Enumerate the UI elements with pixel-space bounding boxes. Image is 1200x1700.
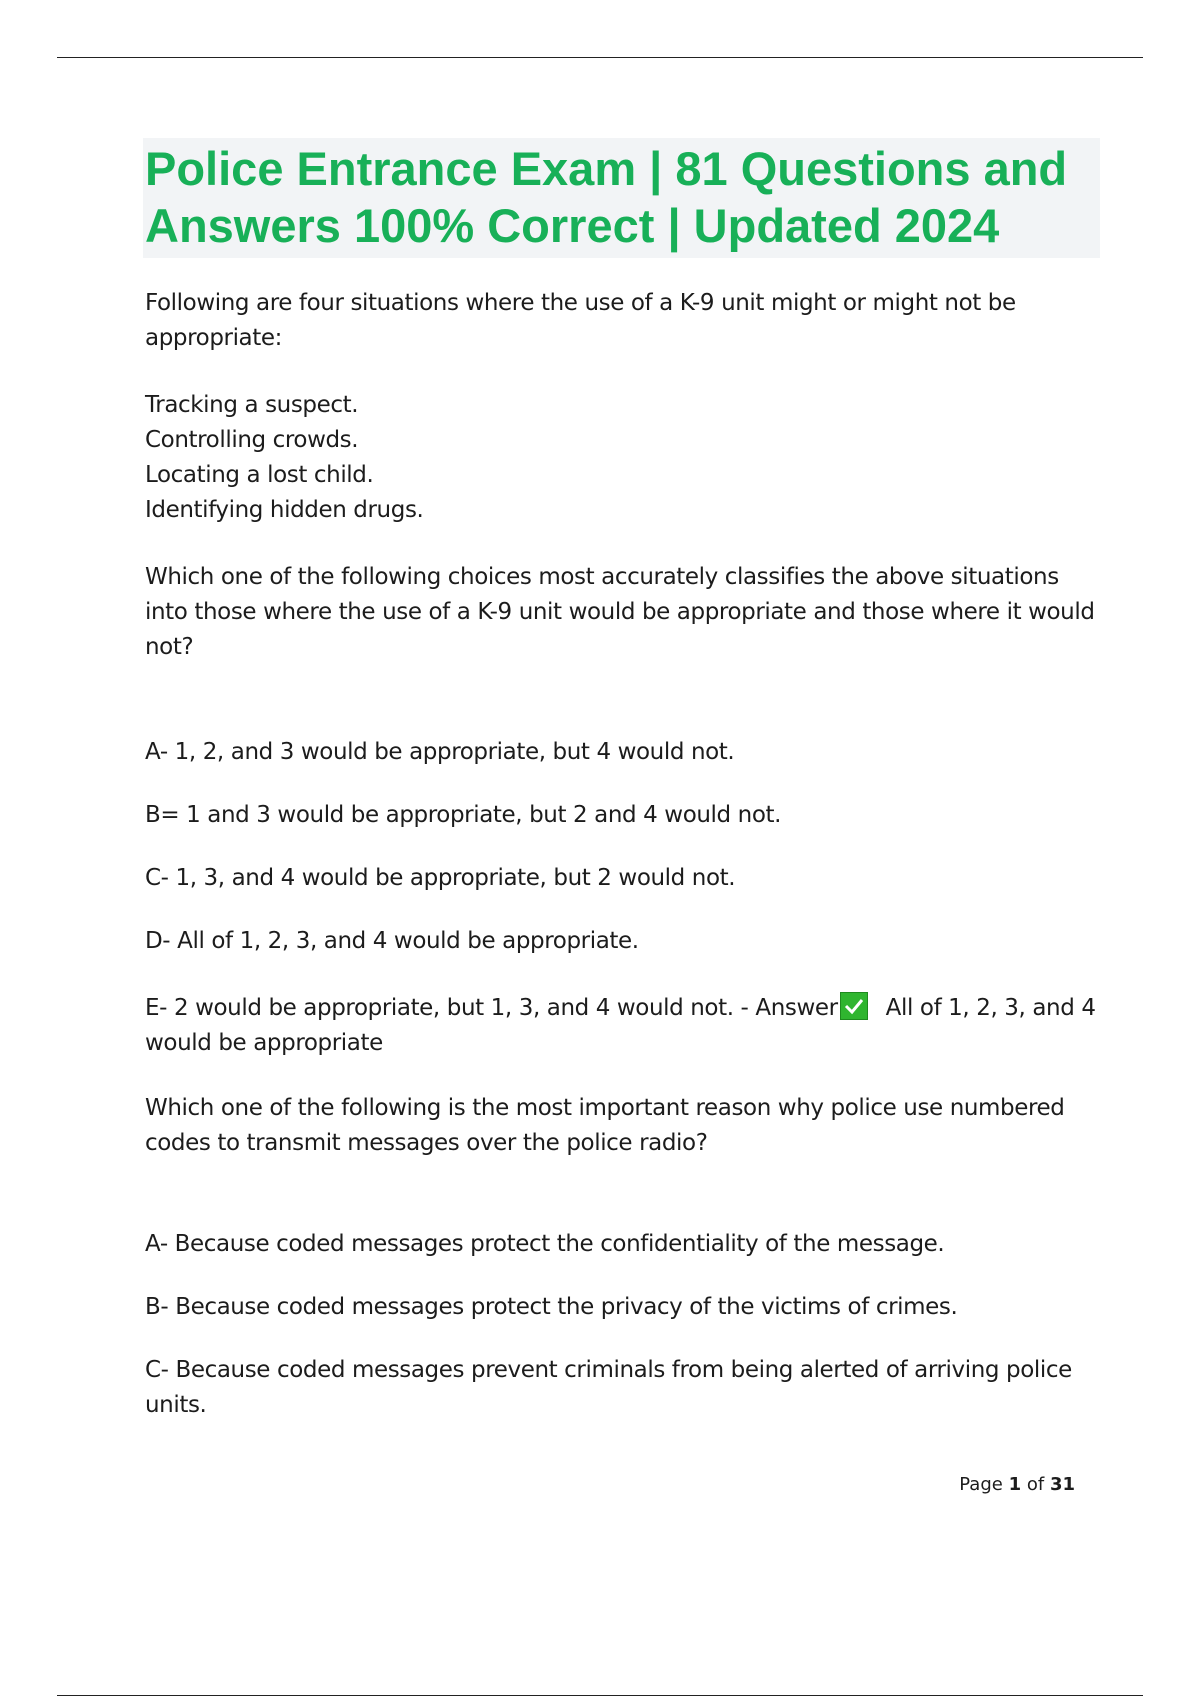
page-total: 31 bbox=[1049, 1474, 1075, 1495]
q2-option-c: C- Because coded messages prevent criminals from being alerted of arriving police units. bbox=[145, 1357, 1072, 1418]
q1-option-c: C- 1, 3, and 4 would be appropriate, but 2 would not. bbox=[145, 865, 736, 891]
question-1 bbox=[145, 286, 1100, 1061]
q1-answer: All of 1, 2, 3, and 4 would be appropriate bbox=[145, 995, 1096, 1056]
page-content bbox=[145, 138, 1100, 1423]
title-box bbox=[143, 138, 1100, 258]
situation-item: Locating a lost child. bbox=[145, 462, 374, 488]
q2-question: Which one of the following is the most important reason why police use numbered codes to transmit messages over the police radio? bbox=[145, 1095, 1065, 1156]
q1-option-a: A- 1, 2, and 3 would be appropriate, but 4 would not. bbox=[145, 739, 735, 765]
situation-item: Tracking a suspect. bbox=[145, 392, 359, 418]
check-mark-icon bbox=[840, 992, 868, 1020]
page-of: of bbox=[1026, 1474, 1045, 1495]
q1-option-e-with-answer bbox=[145, 991, 1100, 1061]
page-current: 1 bbox=[1008, 1474, 1022, 1495]
page-label: Page bbox=[959, 1474, 1003, 1495]
page-number bbox=[959, 1474, 1075, 1495]
q1-option-d: D- All of 1, 2, 3, and 4 would be appropriate. bbox=[145, 928, 639, 954]
top-rule bbox=[57, 57, 1143, 58]
q1-intro: Following are four situations where the use of a K-9 unit might or might not be appropriate: bbox=[145, 290, 1016, 351]
bottom-rule bbox=[57, 1695, 1143, 1696]
q1-question: Which one of the following choices most accurately classifies the above situations into those where the use of a K-9 unit would be appropriate and those where it would not? bbox=[145, 564, 1095, 660]
q2-option-b: B- Because coded messages protect the privacy of the victims of crimes. bbox=[145, 1294, 958, 1320]
question-2 bbox=[145, 1091, 1100, 1423]
q1-option-e: E- 2 would be appropriate, but 1, 3, and 4 would not. - Answer bbox=[145, 995, 838, 1021]
q2-option-a: A- Because coded messages protect the confidentiality of the message. bbox=[145, 1231, 945, 1257]
situation-item: Controlling crowds. bbox=[145, 427, 359, 453]
q1-option-b: B= 1 and 3 would be appropriate, but 2 and 4 would not. bbox=[145, 802, 782, 828]
document-title: Police Entrance Exam | 81 Questions and Answers 100% Correct | Updated 2024 bbox=[145, 142, 1068, 252]
situation-item: Identifying hidden drugs. bbox=[145, 497, 424, 523]
